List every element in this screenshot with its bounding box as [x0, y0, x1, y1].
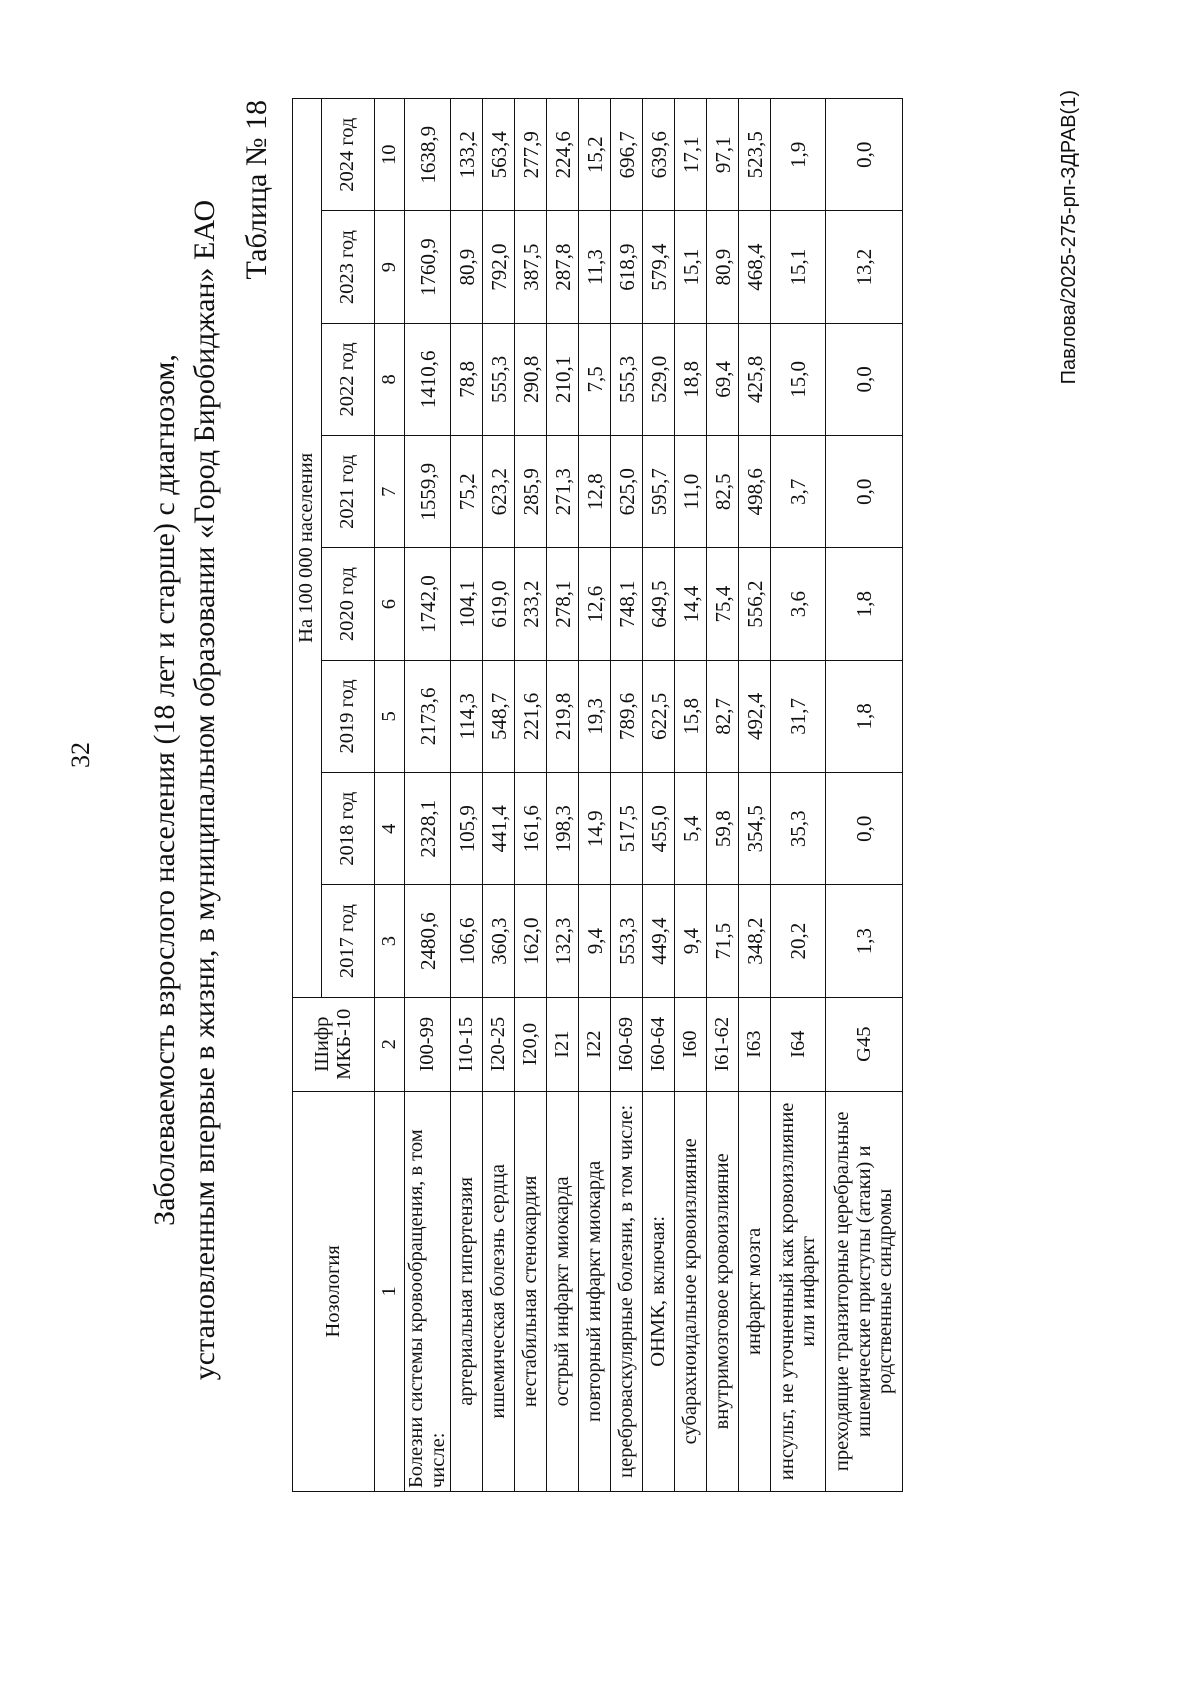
rate-cell: 555,3 — [611, 323, 643, 435]
rate-cell: 1,8 — [826, 548, 903, 660]
rate-cell: 82,7 — [707, 660, 739, 772]
table-row — [707, 99, 739, 1492]
rate-cell: 3,6 — [771, 548, 826, 660]
icd-code-cell: I21 — [547, 997, 579, 1091]
header-year: 2024 год — [322, 99, 375, 211]
nosology-cell: ишемическая болезнь сердца — [483, 1091, 515, 1491]
header-year: 2019 год — [322, 660, 375, 772]
nosology-cell: инсульт, не уточненный как кровоизлияние или инфаркт — [771, 1091, 826, 1491]
nosology-cell: ОНМК, включая: — [643, 1091, 675, 1491]
table-caption: Таблица № 18 — [240, 100, 273, 280]
table-row — [771, 99, 826, 1492]
icd-code-cell: I00-99 — [405, 997, 451, 1091]
rate-cell: 348,2 — [739, 885, 771, 997]
header-column-number: 5 — [375, 660, 405, 772]
header-column-number: 3 — [375, 885, 405, 997]
table-row — [611, 99, 643, 1492]
nosology-cell: преходящие транзиторные церебральные ишемические приступы (атаки) и родственные синдромы — [826, 1091, 903, 1491]
table-row — [515, 99, 547, 1492]
rate-cell: 579,4 — [643, 211, 675, 323]
rate-cell: 1742,0 — [405, 548, 451, 660]
table-row — [826, 99, 903, 1492]
rate-cell: 97,1 — [707, 99, 739, 211]
nosology-cell: Болезни системы кровообращения, в том числе: — [405, 1091, 451, 1491]
rate-cell: 425,8 — [739, 323, 771, 435]
rate-cell: 12,6 — [579, 548, 611, 660]
footer-code: Павлова/2025-275-рп-ЗДРАВ(1) — [1058, 90, 1080, 385]
rate-cell: 20,2 — [771, 885, 826, 997]
rate-cell: 13,2 — [826, 211, 903, 323]
icd-code-cell: I22 — [579, 997, 611, 1091]
rate-cell: 69,4 — [707, 323, 739, 435]
header-code: Шифр МКБ-10 — [293, 997, 375, 1091]
title-line-2: установленным впервые в жизни, в муниципальном образовании «Город Биробиджан» ЕАО — [188, 199, 221, 1381]
rate-cell: 1,8 — [826, 660, 903, 772]
rate-cell: 132,3 — [547, 885, 579, 997]
rate-cell: 748,1 — [611, 548, 643, 660]
header-year: 2023 год — [322, 211, 375, 323]
rate-cell: 278,1 — [547, 548, 579, 660]
header-year: 2022 год — [322, 323, 375, 435]
rate-cell: 441,4 — [483, 773, 515, 885]
rate-cell: 2173,6 — [405, 660, 451, 772]
header-year: 2018 год — [322, 773, 375, 885]
rate-cell: 556,2 — [739, 548, 771, 660]
rate-cell: 449,4 — [643, 885, 675, 997]
icd-code-cell: I64 — [771, 997, 826, 1091]
rate-cell: 11,0 — [675, 436, 707, 548]
rate-cell: 696,7 — [611, 99, 643, 211]
nosology-cell: субарахноидальное кровоизлияние — [675, 1091, 707, 1491]
rate-cell: 468,4 — [739, 211, 771, 323]
rate-cell: 0,0 — [826, 323, 903, 435]
table-row — [675, 99, 707, 1492]
rate-cell: 104,1 — [451, 548, 483, 660]
rate-cell: 161,6 — [515, 773, 547, 885]
icd-code-cell: I60 — [675, 997, 707, 1091]
rate-cell: 15,2 — [579, 99, 611, 211]
rate-cell: 287,8 — [547, 211, 579, 323]
rate-cell: 80,9 — [451, 211, 483, 323]
rate-cell: 11,3 — [579, 211, 611, 323]
rate-cell: 0,0 — [826, 436, 903, 548]
icd-code-cell: I60-64 — [643, 997, 675, 1091]
rate-cell: 221,6 — [515, 660, 547, 772]
rate-cell: 3,7 — [771, 436, 826, 548]
rate-cell: 82,5 — [707, 436, 739, 548]
header-column-number: 4 — [375, 773, 405, 885]
table-row — [579, 99, 611, 1492]
rate-cell: 105,9 — [451, 773, 483, 885]
title-line-1: Заболеваемость взрослого населения (18 лет и старше) с диагнозом, — [148, 354, 181, 1226]
rate-cell: 789,6 — [611, 660, 643, 772]
rate-cell: 619,0 — [483, 548, 515, 660]
rate-cell: 618,9 — [611, 211, 643, 323]
header-column-number: 1 — [375, 1091, 405, 1491]
rate-cell: 553,3 — [611, 885, 643, 997]
icd-code-cell: I60-69 — [611, 997, 643, 1091]
rate-cell: 71,5 — [707, 885, 739, 997]
rate-cell: 75,4 — [707, 548, 739, 660]
icd-code-cell: I63 — [739, 997, 771, 1091]
rate-cell: 15,1 — [771, 211, 826, 323]
nosology-cell: внутримозговое кровоизлияние — [707, 1091, 739, 1491]
rate-cell: 133,2 — [451, 99, 483, 211]
header-column-number: 8 — [375, 323, 405, 435]
rate-cell: 271,3 — [547, 436, 579, 548]
header-column-number: 6 — [375, 548, 405, 660]
rate-cell: 622,5 — [643, 660, 675, 772]
nosology-cell: артериальная гипертензия — [451, 1091, 483, 1491]
rate-cell: 492,4 — [739, 660, 771, 772]
rate-cell: 5,4 — [675, 773, 707, 885]
icd-code-cell: I10-15 — [451, 997, 483, 1091]
header-year: 2017 год — [322, 885, 375, 997]
icd-code-cell: I61-62 — [707, 997, 739, 1091]
rate-cell: 35,3 — [771, 773, 826, 885]
rate-cell: 12,8 — [579, 436, 611, 548]
rate-cell: 290,8 — [515, 323, 547, 435]
table-row — [405, 99, 451, 1492]
icd-code-cell: G45 — [826, 997, 903, 1091]
rate-cell: 219,8 — [547, 660, 579, 772]
icd-code-cell: I20-25 — [483, 997, 515, 1091]
rate-cell: 548,7 — [483, 660, 515, 772]
header-nosology: Нозология — [293, 1091, 375, 1491]
nosology-cell: цереброваскулярные болезни, в том числе: — [611, 1091, 643, 1491]
rate-cell: 114,3 — [451, 660, 483, 772]
rate-cell: 75,2 — [451, 436, 483, 548]
rate-cell: 277,9 — [515, 99, 547, 211]
table-row — [643, 99, 675, 1492]
nosology-cell: нестабильная стенокардия — [515, 1091, 547, 1491]
rate-cell: 1,9 — [771, 99, 826, 211]
header-column-number: 2 — [375, 997, 405, 1091]
table-row — [739, 99, 771, 1492]
header-year: 2020 год — [322, 548, 375, 660]
rate-cell: 625,0 — [611, 436, 643, 548]
rate-cell: 9,4 — [579, 885, 611, 997]
rate-cell: 1410,6 — [405, 323, 451, 435]
rate-cell: 18,8 — [675, 323, 707, 435]
rate-cell: 17,1 — [675, 99, 707, 211]
rate-cell: 14,9 — [579, 773, 611, 885]
rate-cell: 80,9 — [707, 211, 739, 323]
rate-cell: 649,5 — [643, 548, 675, 660]
rate-cell: 455,0 — [643, 773, 675, 885]
rate-cell: 2480,6 — [405, 885, 451, 997]
rate-cell: 563,4 — [483, 99, 515, 211]
rate-cell: 14,4 — [675, 548, 707, 660]
header-column-number: 9 — [375, 211, 405, 323]
table-row — [547, 99, 579, 1492]
rate-cell: 162,0 — [515, 885, 547, 997]
rate-cell: 354,5 — [739, 773, 771, 885]
table-body — [405, 99, 903, 1492]
rate-cell: 387,5 — [515, 211, 547, 323]
header-group: На 100 000 населения — [293, 99, 322, 998]
rate-cell: 15,1 — [675, 211, 707, 323]
rate-cell: 2328,1 — [405, 773, 451, 885]
rate-cell: 517,5 — [611, 773, 643, 885]
rate-cell: 595,7 — [643, 436, 675, 548]
rate-cell: 0,0 — [826, 99, 903, 211]
incidence-table — [292, 98, 903, 1492]
rate-cell: 639,6 — [643, 99, 675, 211]
rate-cell: 106,6 — [451, 885, 483, 997]
rate-cell: 1,3 — [826, 885, 903, 997]
header-numbers-row — [375, 99, 405, 1492]
rate-cell: 792,0 — [483, 211, 515, 323]
rate-cell: 198,3 — [547, 773, 579, 885]
page-number: 32 — [66, 742, 95, 768]
rate-cell: 555,3 — [483, 323, 515, 435]
rate-cell: 7,5 — [579, 323, 611, 435]
rate-cell: 623,2 — [483, 436, 515, 548]
nosology-cell: острый инфаркт миокарда — [547, 1091, 579, 1491]
rate-cell: 15,0 — [771, 323, 826, 435]
table-row — [451, 99, 483, 1492]
rate-cell: 233,2 — [515, 548, 547, 660]
icd-code-cell: I20,0 — [515, 997, 547, 1091]
rate-cell: 498,6 — [739, 436, 771, 548]
rate-cell: 360,3 — [483, 885, 515, 997]
table-row — [483, 99, 515, 1492]
nosology-cell: инфаркт мозга — [739, 1091, 771, 1491]
rate-cell: 19,3 — [579, 660, 611, 772]
header-column-number: 7 — [375, 436, 405, 548]
rate-cell: 0,0 — [826, 773, 903, 885]
rate-cell: 210,1 — [547, 323, 579, 435]
rate-cell: 31,7 — [771, 660, 826, 772]
rate-cell: 523,5 — [739, 99, 771, 211]
rate-cell: 15,8 — [675, 660, 707, 772]
rate-cell: 529,0 — [643, 323, 675, 435]
rate-cell: 1638,9 — [405, 99, 451, 211]
rate-cell: 59,8 — [707, 773, 739, 885]
rate-cell: 224,6 — [547, 99, 579, 211]
rate-cell: 9,4 — [675, 885, 707, 997]
header-column-number: 10 — [375, 99, 405, 211]
rate-cell: 285,9 — [515, 436, 547, 548]
rate-cell: 1760,9 — [405, 211, 451, 323]
nosology-cell: повторный инфаркт миокарда — [579, 1091, 611, 1491]
rate-cell: 78,8 — [451, 323, 483, 435]
rate-cell: 1559,9 — [405, 436, 451, 548]
header-year: 2021 год — [322, 436, 375, 548]
